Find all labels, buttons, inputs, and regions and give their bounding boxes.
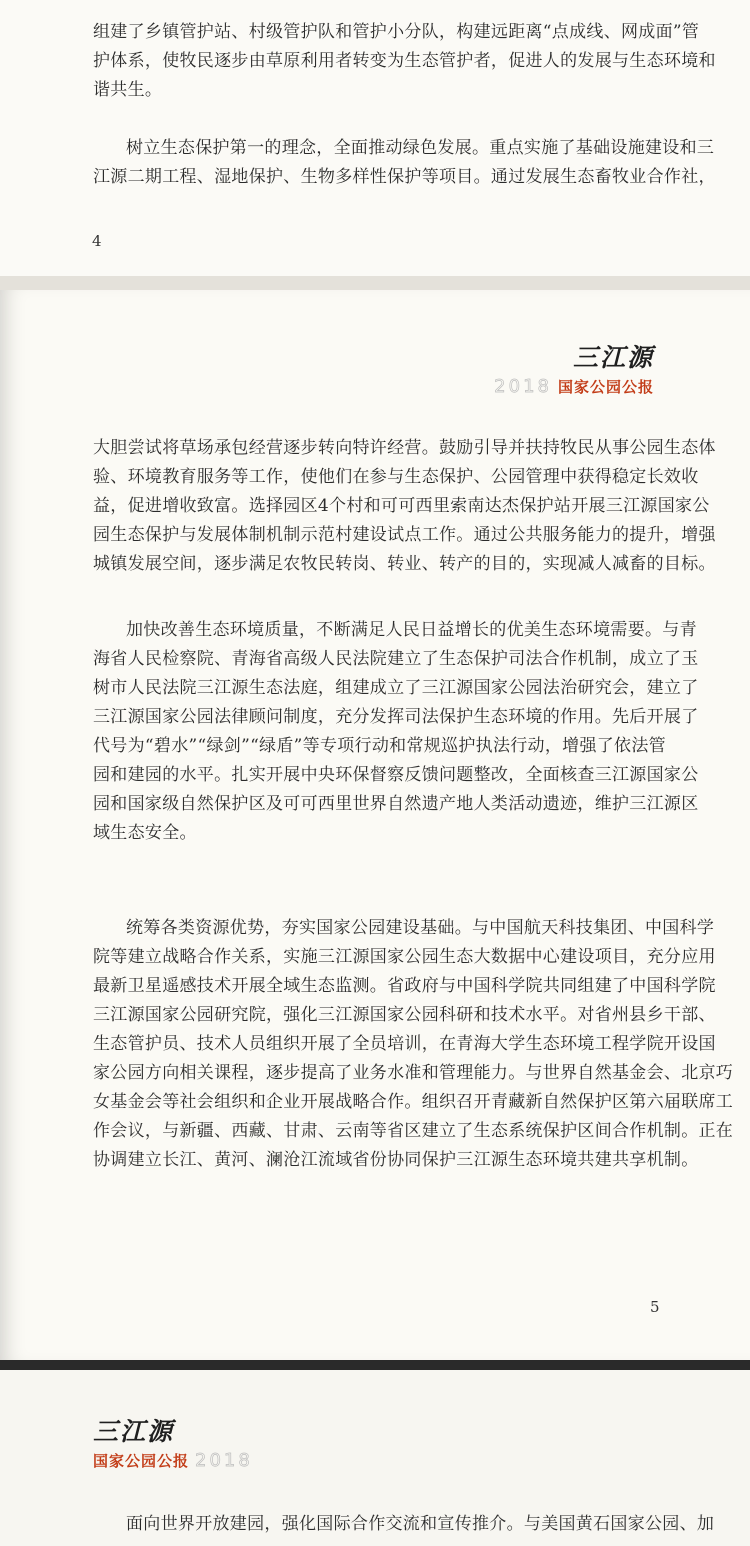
page-number: 4 <box>92 232 102 250</box>
page-number: 5 <box>650 1298 660 1316</box>
text-line: 护体系，使牧民逐步由草原利用者转变为生态管护者，促进人的发展与生态环境和 <box>93 51 716 71</box>
masthead-publication: 国家公园公报 <box>557 378 654 396</box>
text-line: 代号为“碧水”“绿剑”“绿盾”等专项行动和常规巡护执法行动，增强了依法管 <box>93 736 666 756</box>
text-line: 生态管护员、技术人员组织开展了全员培训，在青海大学生态环境工程学院开设国 <box>93 1034 716 1054</box>
masthead <box>464 338 654 397</box>
text-line: 园和国家级自然保护区及可可西里世界自然遗产地人类活动遗迹，维护三江源区 <box>93 794 699 814</box>
text-line: 城镇发展空间，逐步满足农牧民转岗、转业、转产的目的，实现减人减畜的目标。 <box>93 554 716 574</box>
text-line: 大胆尝试将草场承包经营逐步转向特许经营。鼓励引导并扶持牧民从事公园生态体 <box>93 438 716 458</box>
page-gap <box>0 276 750 290</box>
page-5-paragraph-3 <box>93 914 733 1175</box>
text-line: 海省人民检察院、青海省高级人民法院建立了生态保护司法合作机制，成立了玉 <box>93 649 699 669</box>
masthead-logo: 三江源 <box>572 343 654 372</box>
text-line: 加快改善生态环境质量，不断满足人民日益增长的优美生态环境需要。与青 <box>126 620 697 640</box>
text-line: 域生态安全。 <box>93 823 197 843</box>
masthead-year: 2018 <box>494 376 552 397</box>
text-line: 三江源国家公园法律顾问制度，充分发挥司法保护生态环境的作用。先后开展了 <box>93 707 699 727</box>
page-5-paragraph-1 <box>93 434 716 579</box>
masthead-year: 2018 <box>195 1450 253 1471</box>
text-line: 园生态保护与发展体制机制示范村建设试点工作。通过公共服务能力的提升，增强 <box>93 525 716 545</box>
text-line: 协调建立长江、黄河、澜沧江流域省份协同保护三江源生态环境共建共享机制。 <box>93 1150 699 1170</box>
page-6 <box>0 1370 750 1546</box>
page-4-paragraph-1 <box>93 18 716 105</box>
text-line: 作会议，与新疆、西藏、甘肃、云南等省区建立了生态系统保护区间合作机制。正在 <box>93 1121 734 1141</box>
text-line: 最新卫星遥感技术开展全域生态监测。省政府与中国科学院共同组建了中国科学院 <box>93 976 716 996</box>
text-line: 江源二期工程、湿地保护、生物多样性保护等项目。通过发展生态畜牧业合作社， <box>93 167 716 187</box>
page-5-paragraph-2 <box>93 616 699 848</box>
text-line: 树立生态保护第一的理念，全面推动绿色发展。重点实施了基础设施建设和三 <box>126 138 715 158</box>
text-line: 女基金会等社会组织和企业开展战略合作。组织召开青藏新自然保护区第六届联席工 <box>93 1092 734 1112</box>
masthead-logo: 三江源 <box>93 1417 175 1446</box>
text-line: 面向世界开放建园，强化国际合作交流和宣传推介。与美国黄石国家公园、加 <box>126 1514 715 1534</box>
text-line: 谐共生。 <box>93 80 163 100</box>
text-line: 益，促进增收致富。选择园区4个村和可可西里索南达杰保护站开展三江源国家公 <box>93 496 710 516</box>
page-4 <box>0 0 750 276</box>
masthead <box>93 1412 293 1471</box>
masthead-publication: 国家公园公报 <box>93 1452 190 1470</box>
text-line: 三江源国家公园研究院，强化三江源国家公园科研和技术水平。对省州县乡干部、 <box>93 1005 716 1025</box>
text-line: 验、环境教育服务等工作，使他们在参与生态保护、公园管理中获得稳定长效收 <box>93 467 699 487</box>
text-line: 组建了乡镇管护站、村级管护队和管护小分队，构建远距离“点成线、网成面”管 <box>93 22 700 42</box>
page-6-paragraph-1 <box>126 1510 714 1539</box>
page-5 <box>0 290 750 1360</box>
page-gap <box>0 1360 750 1370</box>
text-line: 家公园方向相关课程，逐步提高了业务水准和管理能力。与世界自然基金会、北京巧 <box>93 1063 734 1083</box>
text-line: 树市人民法院三江源生态法庭，组建成立了三江源国家公园法治研究会，建立了 <box>93 678 699 698</box>
text-line: 园和建园的水平。扎实开展中央环保督察反馈问题整改，全面核查三江源国家公 <box>93 765 699 785</box>
page-4-paragraph-2 <box>93 134 716 192</box>
text-line: 统筹各类资源优势，夯实国家公园建设基础。与中国航天科技集团、中国科学 <box>126 918 715 938</box>
text-line: 院等建立战略合作关系，实施三江源国家公园生态大数据中心建设项目，充分应用 <box>93 947 716 967</box>
